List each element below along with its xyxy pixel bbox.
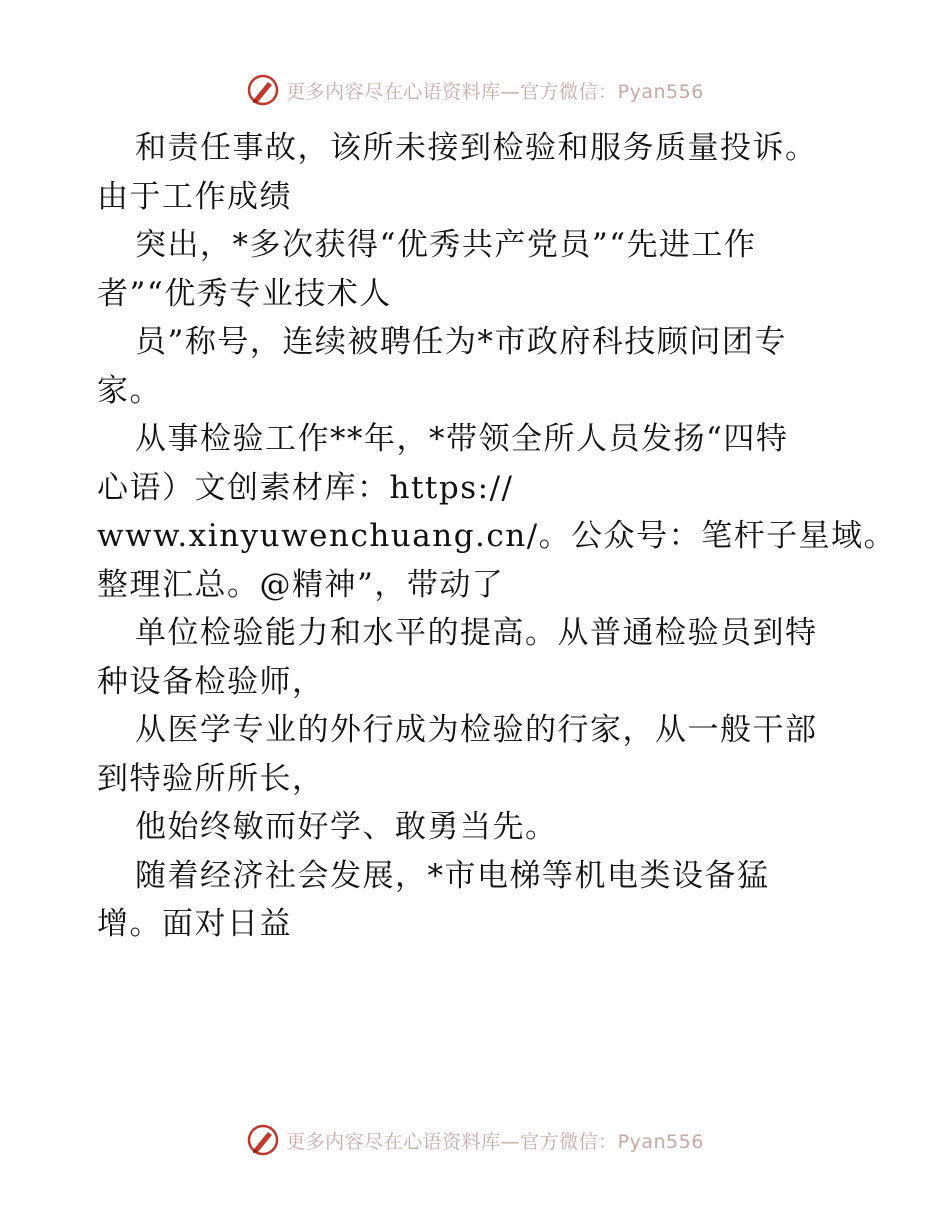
footer-banner-text: 更多内容尽在心语资料库—官方微信：Pyan556 [286,1130,704,1153]
text-line: 整理汇总。@精神”，带动了 [97,566,505,603]
text-line: 心语）文创素材库：https:// [97,469,514,506]
header-banner-text: 更多内容尽在心语资料库—官方微信：Pyan556 [286,80,704,103]
footer-banner-inner [246,1123,704,1157]
text-line: 到特验所所长， [97,760,325,797]
text-line: 员”称号，连续被聘任为*市政府科技顾问团专 [135,324,787,360]
text-line: 随着经济社会发展，*市电梯等机电类设备猛 [135,857,770,894]
text-line: 他始终敏而好学、敢勇当先。 [135,809,558,845]
header-banner [0,70,950,110]
text-line: 种设备检验师， [97,663,325,700]
text-line: 和责任事故，该所未接到检验和服务质量投诉。 [135,130,818,166]
text-line: 从事检验工作**年，*带领全所人员发扬“四特 [135,421,789,457]
text-line: 突出，*多次获得“优秀共产党员”“先进工作 [135,227,757,263]
footer-banner [0,1120,950,1160]
text-line: 由于工作成绩 [97,178,292,215]
text-line: 者”“优秀专业技术人 [97,275,392,312]
pen-logo-icon [246,1123,280,1157]
header-banner-inner [246,73,704,107]
text-line: 从医学专业的外行成为检验的行家，从一般干部 [135,712,818,748]
text-line: 增。面对日益 [97,906,292,942]
text-line: 单位检验能力和水平的提高。从普通检验员到特 [135,615,818,651]
text-line: 家。 [97,372,162,409]
document-body [97,124,897,949]
text-line-url: www.xinyuwenchuang.cn/。公众号：笔杆子星域。 [97,518,897,554]
pen-logo-icon [246,73,280,107]
